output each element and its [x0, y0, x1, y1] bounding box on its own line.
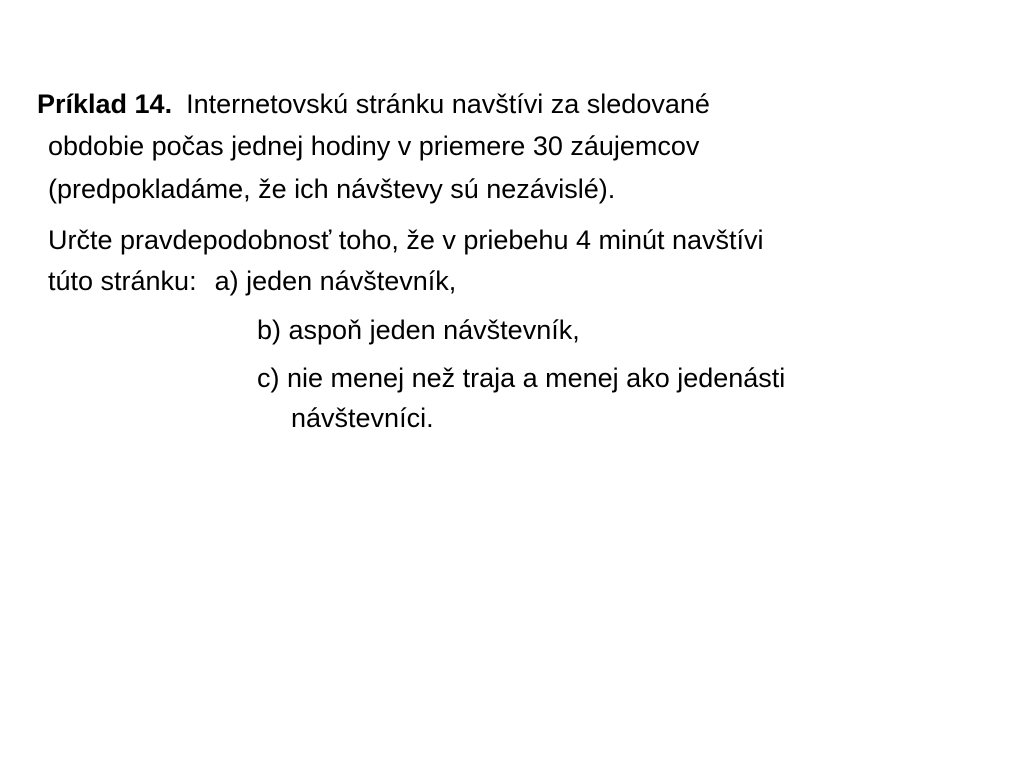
question-text-2: túto stránku: [48, 266, 197, 296]
question-text-1: Určte pravdepodobnosť toho, že v priebehu 4 minút navštívi [48, 225, 764, 255]
problem-text-3: (predpokladáme, že ich návštevy sú nezávislé). [48, 174, 616, 204]
problem-text-1: Internetovskú stránku navštívi za sledované [186, 89, 710, 119]
problem-text-2: obdobie počas jednej hodiny v priemere 30 záujemcov [48, 131, 700, 161]
problem-statement-line-1 [37, 88, 710, 120]
problem-heading: Príklad 14. [37, 89, 173, 119]
option-c: c) nie menej než traja a menej ako jedenásti [257, 363, 786, 393]
option-b: b) aspoň jeden návštevník, [257, 315, 580, 345]
question-line-2 [48, 265, 456, 297]
option-a: a) jeden návštevník, [214, 266, 457, 296]
option-c-continuation: návštevníci. [291, 403, 434, 433]
